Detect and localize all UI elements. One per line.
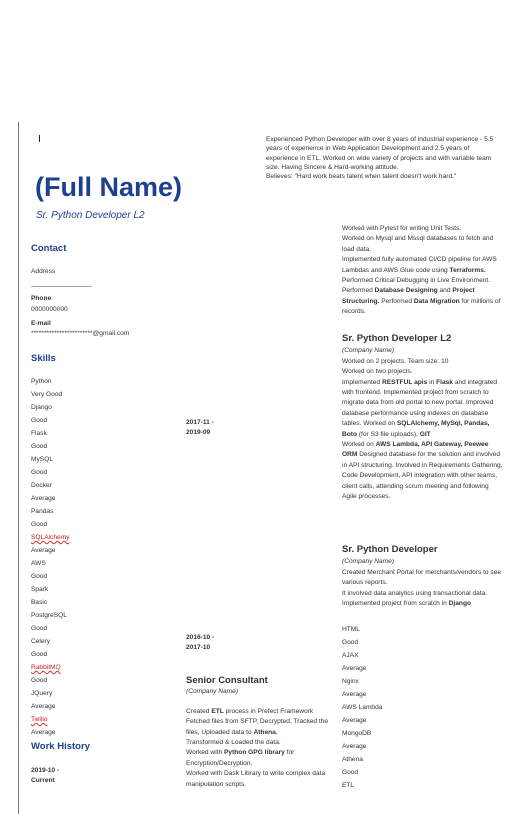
job-consultant-title: Senior Consultant (186, 675, 268, 686)
skill-level: Average (31, 703, 56, 710)
address-label: Address (31, 268, 56, 275)
text-cursor (39, 135, 40, 142)
skill-item: Celery (31, 638, 51, 645)
job-l2[interactable] (342, 334, 504, 503)
work-history-heading[interactable]: Work History (31, 741, 90, 752)
tech-item: HTML (342, 626, 360, 633)
skill-item: Docker (31, 482, 52, 489)
skill-level: Average (31, 547, 56, 554)
skill-item: PostgreSQL (31, 612, 67, 619)
tech-item: AWS Lambda (342, 704, 383, 711)
skill-level: Average (31, 495, 56, 502)
date-range-current (31, 766, 59, 786)
date-range-sr (186, 633, 214, 653)
tech-item: AJAX (342, 652, 359, 659)
skill-level: Good (31, 677, 48, 684)
date-start: 2017-11 - (186, 419, 214, 426)
job-title[interactable]: Sr. Python Developer L2 (36, 210, 145, 221)
summary-paragraph[interactable] (266, 135, 502, 181)
skill-item: AWS (31, 560, 46, 567)
tech-level: Average (342, 691, 367, 698)
skills-heading[interactable]: Skills (31, 353, 56, 364)
skill-level: Good (31, 625, 48, 632)
skill-level: Good (31, 573, 48, 580)
email-value[interactable]: ************************@gmail.com (31, 330, 130, 337)
skill-level: Good (31, 443, 48, 450)
job-sr-desc: Created Merchant Portal for merchants/vendors to see various reports. It involved data analytics using transactional data. Implemented project from scratch in Django (342, 568, 502, 608)
address-rule: ---------------------------------------- (31, 284, 91, 290)
skill-item: Django (31, 404, 52, 411)
skill-item: SQLAlchemy (31, 534, 70, 541)
skill-item: Spark (31, 586, 49, 593)
skill-level: Good (31, 651, 48, 658)
tech-item: ETL (342, 782, 355, 789)
skill-level: Good (31, 417, 48, 424)
date-end: 2019-09 (186, 429, 211, 436)
email-label: E-mail (31, 320, 51, 327)
skill-item: JQuery (31, 690, 53, 697)
company-name: (Company Name) (186, 688, 239, 696)
page-margin-line (18, 122, 19, 814)
tech-level: Good (342, 769, 359, 776)
job-current-desc[interactable]: Worked with Pytest for writing Unit Tests. Worked on Mysql and Mssql databases to fetch and load data. Implemented fully automated CI/CD pipeline for AWS Lambdas and AWS Glue code using Terraforms. Performed Critical Debugging in Live Environment. Performed Database Designing and Project Structuring. Performed Data Migration for millions of records. (342, 225, 501, 316)
date-start: 2019-10 - (31, 767, 60, 774)
skill-level: Basic (31, 599, 48, 606)
skill-item: Python (31, 378, 52, 385)
job-sr[interactable] (342, 545, 504, 609)
tech-item: Nginx (342, 678, 359, 685)
job-consultant-desc: Created ETL process in Prefect Framework Fetched files from SFTP, Decrypted, Tracked the files, Uploaded data to Athena, Transformed & Loaded the data. Worked with Python GPG library for Encryption/Decryption. Worked with Dask Library to write complex data manipulation scripts. (186, 707, 329, 788)
tech-level: Average (342, 717, 367, 724)
company-name: (Company Name) (342, 558, 395, 566)
skill-level: Good (31, 521, 48, 528)
skill-level: Very Good (31, 391, 63, 398)
skill-item: Twilio (31, 716, 48, 723)
contact-heading[interactable]: Contact (31, 243, 67, 254)
summary-text: Experienced Python Developer with over 8 years of industrial experience - 5.5 years of experience in Web Application Development and 2.5 years of experience in ETL. Worked on wide variety of projects and with variable team size. Having Sincere & Hard-working attitude. (266, 136, 494, 171)
date-end: 2017-10 (186, 644, 211, 651)
full-name[interactable]: (Full Name) (35, 172, 183, 202)
tech-item: Athena (342, 756, 363, 763)
job-l2-title: Sr. Python Developer L2 (342, 333, 452, 344)
job-l2-desc: Worked on 2 projects. Team size: 10 Worked on two projects. Implemented RESTFUL apis in Flask and integrated with frontend. Implemented project from scratch to migrate data from old portal to new portal. Improved database performance using indexes on database tables. Worked on SQLAlchemy, MySql, Pandas, Boto (for S3 file uploads), GIT Worked on AWS Lambda, API Gateway, Peewee ORM Designed database for the solution and involved in API structuring. Involved in Requirements Gathering, Code Development, API integration with other teams, client calls, attending scrum meeting and following Agile processes. (342, 357, 503, 501)
job-consultant[interactable] (186, 676, 338, 790)
skill-item: RabbitMQ (31, 664, 61, 671)
skill-item: MySQL (31, 456, 53, 463)
job-sr-title: Sr. Python Developer (342, 544, 438, 555)
phone-label: Phone (31, 295, 52, 302)
skill-item: Flask (31, 430, 47, 437)
phone-value[interactable]: 0000000000 (31, 306, 68, 313)
company-name: (Company Name) (342, 347, 395, 355)
skill-item: Pandas (31, 508, 54, 515)
date-end: Current (31, 777, 55, 784)
date-start: 2016-10 - (186, 634, 215, 641)
tech-level: Average (342, 665, 367, 672)
tech-level: Average (342, 743, 367, 750)
tech-item: MongoDB (342, 730, 372, 737)
skill-level: Average (31, 729, 56, 736)
believes-quote: Believes: "Hard work beats talent when talent doesn't work hard." (266, 173, 457, 181)
date-range-l2 (186, 418, 214, 438)
tech-level: Good (342, 639, 359, 646)
skill-level: Good (31, 469, 48, 476)
